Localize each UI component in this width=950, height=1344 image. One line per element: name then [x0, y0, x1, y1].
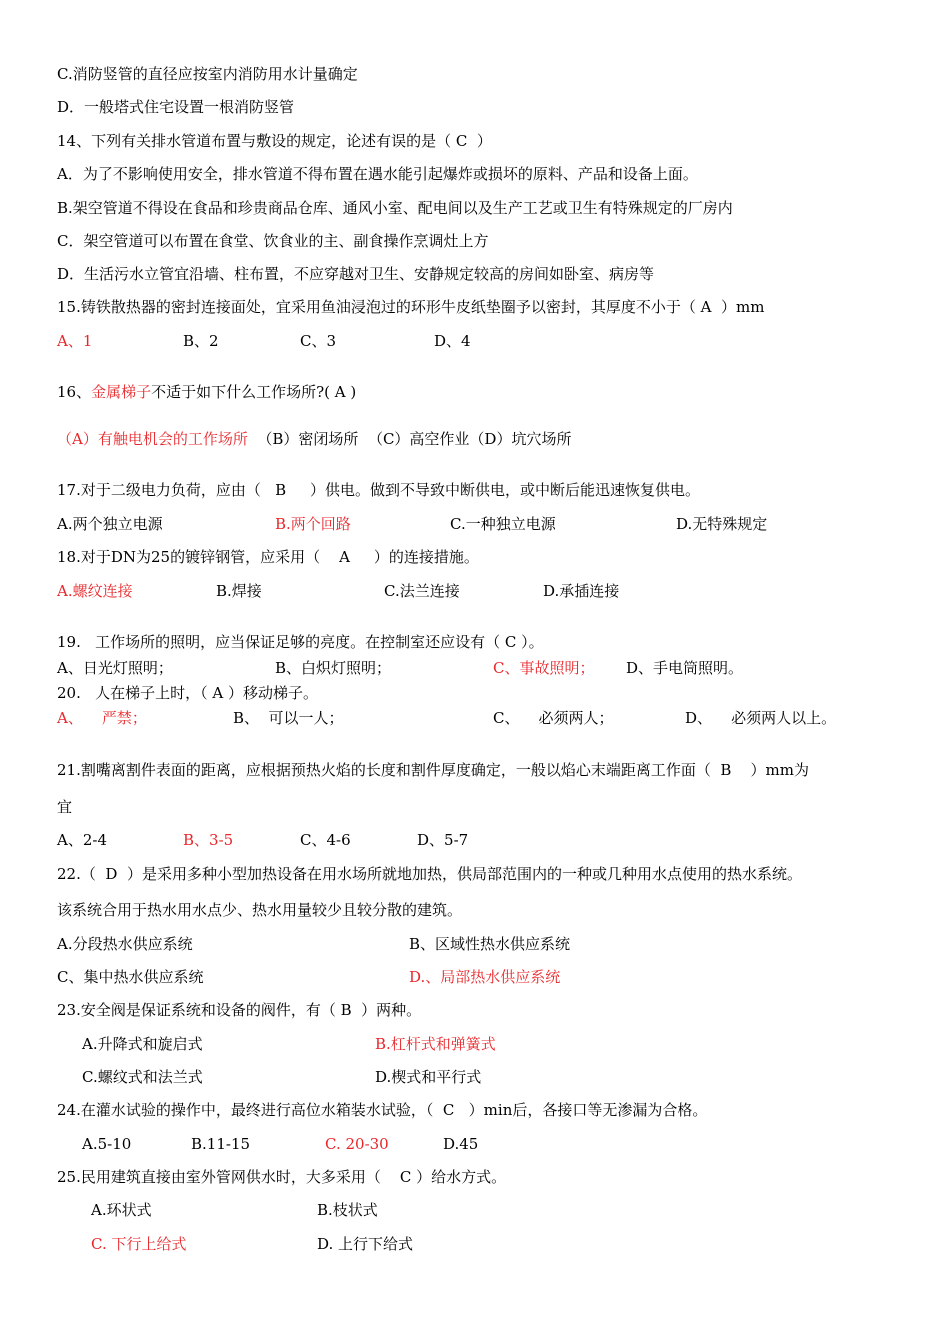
q16-highlight: 金属梯子 — [91, 383, 152, 401]
q20-option-d: D、 必须两人以上。 — [685, 709, 837, 727]
q18-option-b: B.焊接 — [216, 582, 262, 600]
q25-option-a: A.环状式 — [91, 1201, 152, 1219]
q19-option-a: A、日光灯照明； — [57, 659, 173, 677]
q14-option-d: D．生活污水立管宜沿墙、柱布置，不应穿越对卫生、安静规定较高的房间如卧室、病房等 — [57, 265, 655, 283]
q25-question: 25.民用建筑直接由室外管网供水时，大多采用（ C ）给水方式。 — [57, 1168, 507, 1186]
q14-option-c: C．架空管道可以布置在食堂、饮食业的主、副食操作烹调灶上方 — [57, 232, 489, 250]
q23-option-b: B.杠杆式和弹簧式 — [375, 1035, 496, 1053]
q21-option-c: C、4-6 — [300, 831, 351, 849]
q15-question: 15.铸铁散热器的密封连接面处，宜采用鱼油浸泡过的环形牛皮纸垫圈予以密封，其厚度不小于（ A ）mm — [57, 298, 765, 316]
q23-option-a: A.升降式和旋启式 — [82, 1035, 203, 1053]
q16-option-a: （A）有触电机会的工作场所 — [57, 430, 248, 448]
q16-number: 16、 — [57, 383, 92, 401]
q19-option-c: C、事故照明； — [493, 659, 595, 677]
q21-option-a: A、2-4 — [57, 831, 107, 849]
q19-question: 19. 工作场所的照明，应当保证足够的亮度。在控制室还应设有（ C ）。 — [57, 633, 544, 651]
q18-option-c: C.法兰连接 — [384, 582, 460, 600]
q19-option-d: D、手电筒照明。 — [626, 659, 744, 677]
q20-option-b: B、 可以一人； — [233, 709, 344, 727]
q23-option-d: D.楔式和平行式 — [375, 1068, 482, 1086]
q22-option-b: B、区域性热水供应系统 — [409, 935, 571, 953]
q15-option-d: D、4 — [434, 332, 471, 350]
q24-option-c: C. 20-30 — [325, 1135, 389, 1153]
q24-option-b: B.11-15 — [191, 1135, 251, 1153]
q16-question — [57, 382, 356, 402]
q20-question: 20. 人在梯子上时，（ A ）移动梯子。 — [57, 684, 319, 702]
q21-question-line2: 宜 — [57, 798, 73, 816]
q14-option-a: A．为了不影响使用安全，排水管道不得布置在遇水能引起爆炸或损坏的原料、产品和设备上面。 — [57, 165, 698, 183]
q22-question-line2: 该系统合用于热水用水点少、热水用量较少且较分散的建筑。 — [57, 901, 463, 919]
q24-option-d: D.45 — [443, 1135, 479, 1153]
q14-option-b: B.架空管道不得设在食品和珍贵商品仓库、通风小室、配电间以及生产工艺或卫生有特殊规定的厂房内 — [57, 199, 733, 217]
q17-option-c: C.一种独立电源 — [450, 515, 556, 533]
q15-option-b: B、2 — [183, 332, 219, 350]
q22-question-line1: 22.（ D ）是采用多种小型加热设备在用水场所就地加热，供局部范围内的一种或几种用水点使用的热水系统。 — [57, 865, 802, 883]
q20-option-a: A、 严禁； — [57, 709, 147, 727]
q19-option-b: B、白炽灯照明； — [275, 659, 392, 677]
q21-option-b: B、3-5 — [183, 831, 234, 849]
q15-option-c: C、3 — [300, 332, 337, 350]
q16-option-rest: （B）密闭场所 （C）高空作业（D）坑穴场所 — [247, 430, 572, 448]
q21-question-line1: 21.割嘴离割件表面的距离，应根据预热火焰的长度和割件厚度确定，一般以焰心末端距离工作面（ B ）mm为 — [57, 761, 809, 779]
q17-question: 17.对于二级电力负荷，应由（ B ）供电。做到不导致中断供电，或中断后能迅速恢复供电。 — [57, 481, 701, 499]
q22-option-c: C、集中热水供应系统 — [57, 968, 204, 986]
q23-option-c: C.螺纹式和法兰式 — [82, 1068, 203, 1086]
q15-option-a: A、1 — [57, 332, 93, 350]
q20-option-c: C、 必须两人； — [493, 709, 614, 727]
q25-option-d: D. 上行下给式 — [317, 1235, 414, 1253]
q18-option-d: D.承插连接 — [543, 582, 620, 600]
q22-option-d: D.、局部热水供应系统 — [409, 968, 561, 986]
q17-option-a: A.两个独立电源 — [57, 515, 163, 533]
q18-question: 18.对于DN为25的镀锌钢管，应采用（ A ）的连接措施。 — [57, 548, 479, 566]
q25-option-b: B.枝状式 — [317, 1201, 378, 1219]
q24-option-a: A.5-10 — [82, 1135, 132, 1153]
q16-options — [57, 429, 571, 449]
q21-option-d: D、5-7 — [417, 831, 469, 849]
q14-question: 14、下列有关排水管道布置与敷设的规定，论述有误的是（ C ） — [57, 132, 492, 150]
q25-option-c: C. 下行上给式 — [91, 1235, 187, 1253]
q23-question: 23.安全阀是保证系统和设备的阀件，有（ B ）两种。 — [57, 1001, 422, 1019]
q18-option-a: A.螺纹连接 — [57, 582, 133, 600]
q22-option-a: A.分段热水供应系统 — [57, 935, 193, 953]
q24-question: 24.在灌水试验的操作中，最终进行高位水箱装水试验，（ C ）min后，各接口等无渗漏为合格。 — [57, 1101, 708, 1119]
q17-option-b: B.两个回路 — [275, 515, 351, 533]
q16-text: 不适于如下什么工作场所?( A ) — [151, 383, 357, 401]
q13-option-c: C.消防竖管的直径应按室内消防用水计量确定 — [57, 65, 358, 83]
q17-option-d: D.无特殊规定 — [676, 515, 768, 533]
q13-option-d: D．一般塔式住宅设置一根消防竖管 — [57, 98, 295, 116]
